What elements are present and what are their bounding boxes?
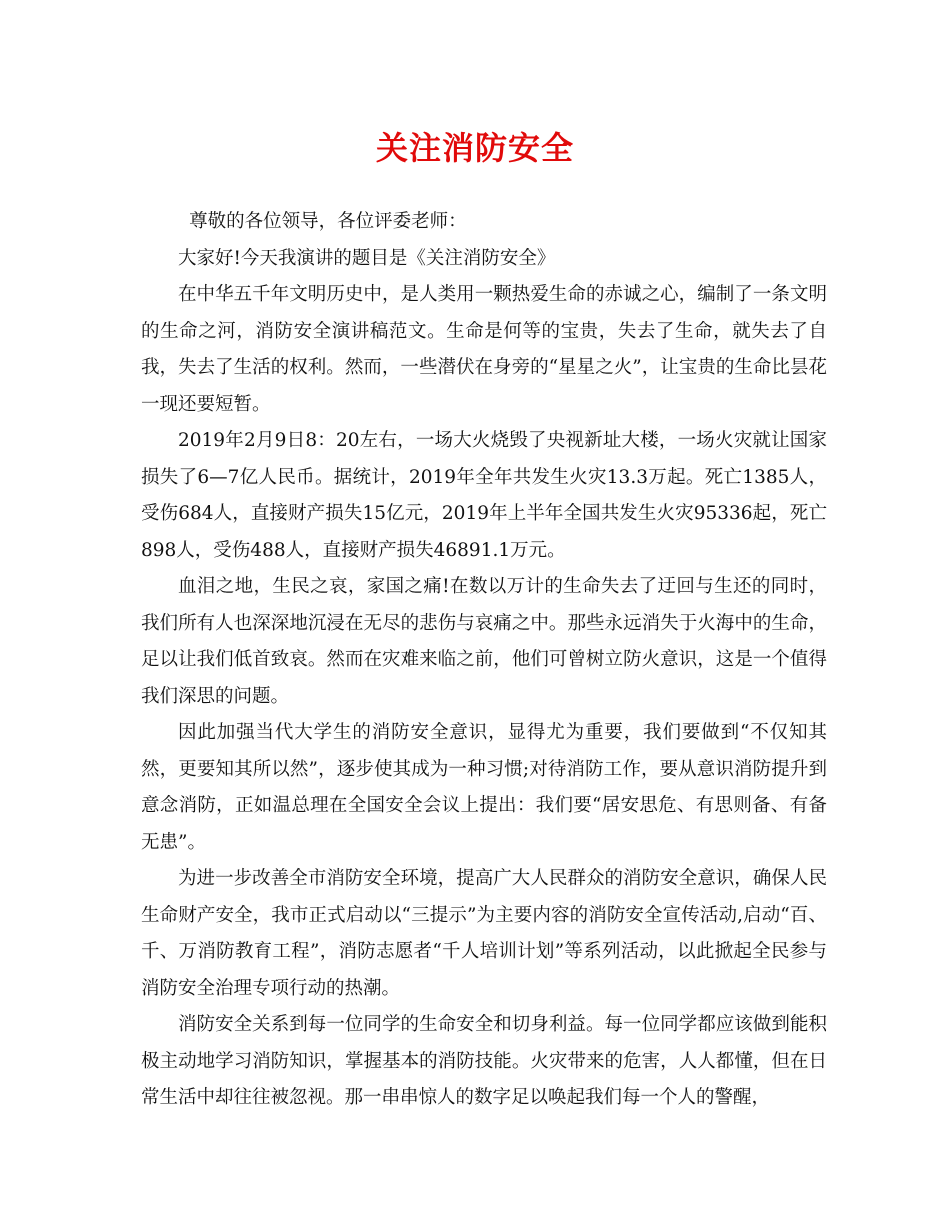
body-paragraph: 血泪之地，生民之哀，家国之痛!在数以万计的生命失去了迂回与生还的同时，我们所有人也深深地沉浸在无尽的悲伤与哀痛之中。那些永远消失于火海中的生命，足以让我们低首致哀。然而在灾难来临之前，他们可曾树立防火意识，这是一个值得我们深思的问题。 (141, 576, 827, 707)
body-paragraph: 2019年2月9日8：20左右，一场大火烧毁了央视新址大楼，一场火灾就让国家损失了6—7亿人民币。据统计，2019年全年共发生火灾13.3万起。死亡1385人，受伤684人，直接财产损失15亿元，2019年上半年全国共发生火灾95336起，死亡898人，受伤488人，直接财产损失46891.1万元。 (141, 430, 827, 561)
body-paragraph: 消防安全关系到每一位同学的生命安全和切身利益。每一位同学都应该做到能积极主动地学习消防知识，掌握基本的消防技能。火灾带来的危害，人人都懂，但在日常生活中却往往被忽视。那一串串惊人的数字足以唤起我们每一个人的警醒， (141, 1014, 827, 1108)
body-paragraph: 在中华五千年文明历史中，是人类用一颗热爱生命的赤诚之心，编制了一条文明的生命之河，消防安全演讲稿范文。生命是何等的宝贵，失去了生命，就失去了自我，失去了生活的权利。然而，一些潜伏在身旁的“星星之火”，让宝贵的生命比昙花一现还要短暂。 (141, 284, 827, 415)
salutation-paragraph: 尊敬的各位领导，各位评委老师： (189, 211, 467, 232)
greeting-paragraph: 大家好!今天我演讲的题目是《关注消防安全》 (178, 247, 556, 269)
body-paragraph: 为进一步改善全市消防安全环境，提高广大人民群众的消防安全意识，确保人民生命财产安全，我市正式启动以“三提示”为主要内容的消防安全宣传活动,启动“百、千、万消防教育工程”，消防志愿者“千人培训计划”等系列活动，以此掀起全民参与消防安全治理专项行动的热潮。 (141, 868, 827, 999)
body-paragraph: 因此加强当代大学生的消防安全意识，显得尤为重要，我们要做到“不仅知其然，更要知其所以然”，逐步使其成为一种习惯;对待消防工作，要从意识消防提升到意念消防，正如温总理在全国安全会议上提出：我们要“居安思危、有思则备、有备无患”。 (141, 722, 827, 853)
page-title: 关注消防安全 (375, 129, 574, 167)
document-body (141, 204, 827, 1117)
